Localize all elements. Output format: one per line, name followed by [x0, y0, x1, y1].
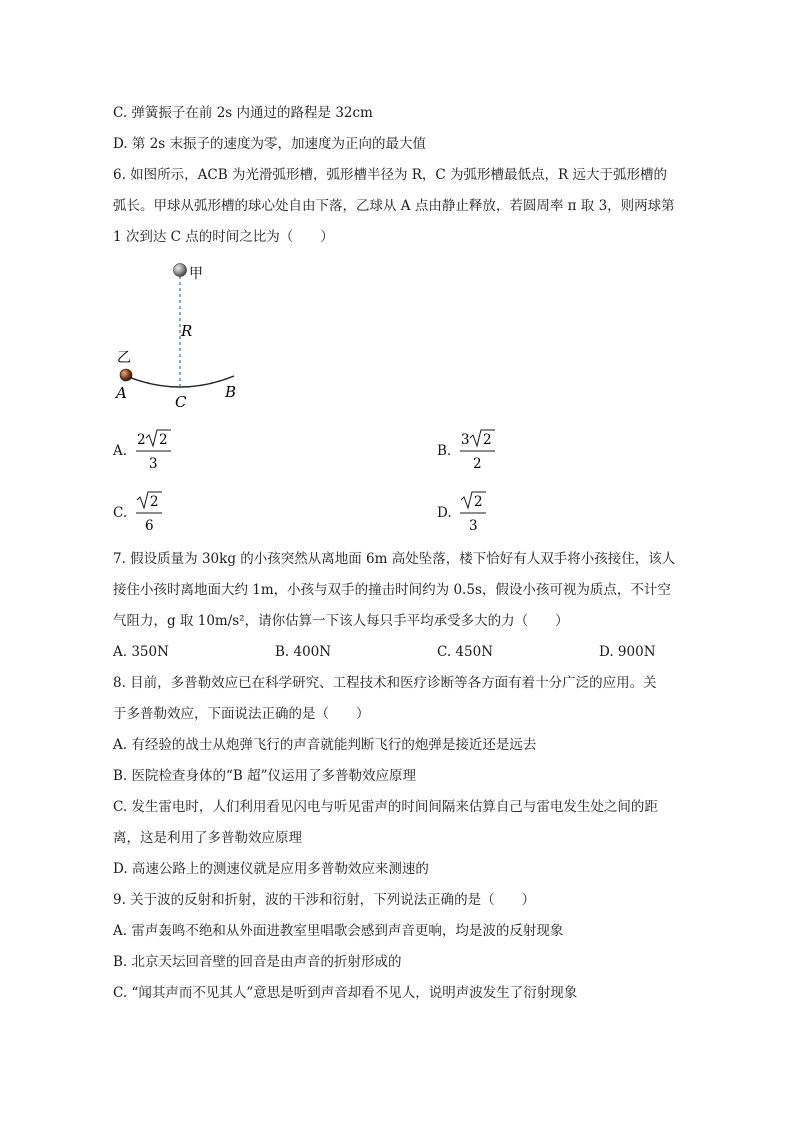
ball-yi — [120, 369, 132, 381]
q6-option-b-fraction — [459, 426, 499, 474]
q9-option-a: A. 雷声轰鸣不绝和从外面进教室里唱歌会感到声音更响，均是波的反射现象 — [113, 923, 564, 939]
svg-text:2: 2 — [137, 432, 146, 448]
q6-option-c-letter: C. — [113, 505, 128, 521]
q7-option-b: B. 400N — [275, 644, 332, 660]
q6-option-b-letter: B. — [437, 443, 452, 459]
label-yi: 乙 — [117, 350, 131, 366]
q8-stem-line2: 于多普勒效应，下面说法正确的是（ ） — [113, 706, 370, 722]
q9-option-c: C. “闻其声而不见其人”意思是听到声音却看不见人，说明声波发生了衍射现象 — [113, 985, 578, 1001]
q5-option-d: D. 第 2s 末振子的速度为零，加速度为正向的最大值 — [113, 136, 427, 152]
q8-stem-line1: 8. 目前，多普勒效应已在科学研究、工程技术和医疗诊断等各方面有着十分广泛的应用。关 — [113, 675, 657, 691]
q8-option-c-line2: 离，这是利用了多普勒效应原理 — [113, 830, 302, 846]
q6-option-c-fraction — [135, 488, 167, 536]
svg-text:2: 2 — [483, 432, 492, 448]
label-C: C — [175, 393, 187, 411]
q7-stem-line2: 接住小孩时离地面大约 1m，小孩与双手的撞击时间约为 0.5s，假设小孩可视为质点，不计空 — [113, 582, 671, 598]
q6-option-a-fraction — [135, 426, 175, 474]
q6-stem-line2: 弧长。甲球从弧形槽的球心处自由下落，乙球从 A 点由静止释放，若圆周率 π 取 3，则两球第 — [113, 198, 675, 214]
q8-option-b: B. 医院检查身体的“B 超”仪运用了多普勒效应原理 — [113, 768, 417, 784]
q6-stem-line3: 1 次到达 C 点的时间之比为（ ） — [113, 229, 334, 245]
q9-option-b: B. 北京天坛回音壁的回音是由声音的折射形成的 — [113, 954, 402, 970]
ball-jia — [174, 264, 187, 277]
q8-option-a: A. 有经验的战士从炮弹飞行的声音就能判断飞行的炮弹是接近还是远去 — [113, 737, 537, 753]
svg-text:2: 2 — [473, 456, 482, 472]
svg-text:2: 2 — [150, 494, 159, 510]
label-R: R — [181, 322, 193, 340]
q6-stem-line1: 6. 如图所示，ACB 为光滑弧形槽，弧形槽半径为 R，C 为弧形槽最低点，R 远大于弧形槽的 — [113, 167, 667, 183]
label-jia: 甲 — [189, 266, 203, 282]
svg-text:3: 3 — [469, 518, 478, 534]
q6-option-d-fraction — [459, 488, 491, 536]
svg-text:2: 2 — [159, 432, 168, 448]
svg-text:3: 3 — [461, 432, 470, 448]
q7-option-a: A. 350N — [113, 644, 169, 660]
q9-stem-line1: 9. 关于波的反射和折射，波的干涉和衍射，下列说法正确的是（ ） — [113, 892, 536, 908]
q6-option-d-letter: D. — [437, 505, 452, 521]
q7-option-c: C. 450N — [437, 644, 494, 660]
svg-text:6: 6 — [145, 518, 154, 534]
svg-text:2: 2 — [474, 494, 483, 510]
svg-text:3: 3 — [149, 456, 158, 472]
q7-stem-line1: 7. 假设质量为 30kg 的小孩突然从离地面 6m 高处坠落，楼下恰好有人双手将小孩接住，该人 — [113, 551, 676, 567]
q8-option-c-line1: C. 发生雷电时，人们利用看见闪电与听见雷声的时间间隔来估算自己与雷电发生处之间的距 — [113, 799, 658, 815]
q7-stem-line3: 气阻力，g 取 10m/s²，请你估算一下该人每只手平均承受多大的力（ ） — [113, 613, 569, 629]
arc-groove-diagram — [108, 258, 268, 418]
q6-option-a-letter: A. — [113, 443, 128, 459]
label-A: A — [116, 384, 127, 402]
q8-option-d: D. 高速公路上的测速仪就是应用多普勒效应来测速的 — [113, 861, 429, 877]
label-B: B — [225, 383, 237, 401]
q5-option-c: C. 弹簧振子在前 2s 内通过的路程是 32cm — [113, 105, 373, 121]
q7-option-d: D. 900N — [599, 644, 656, 660]
